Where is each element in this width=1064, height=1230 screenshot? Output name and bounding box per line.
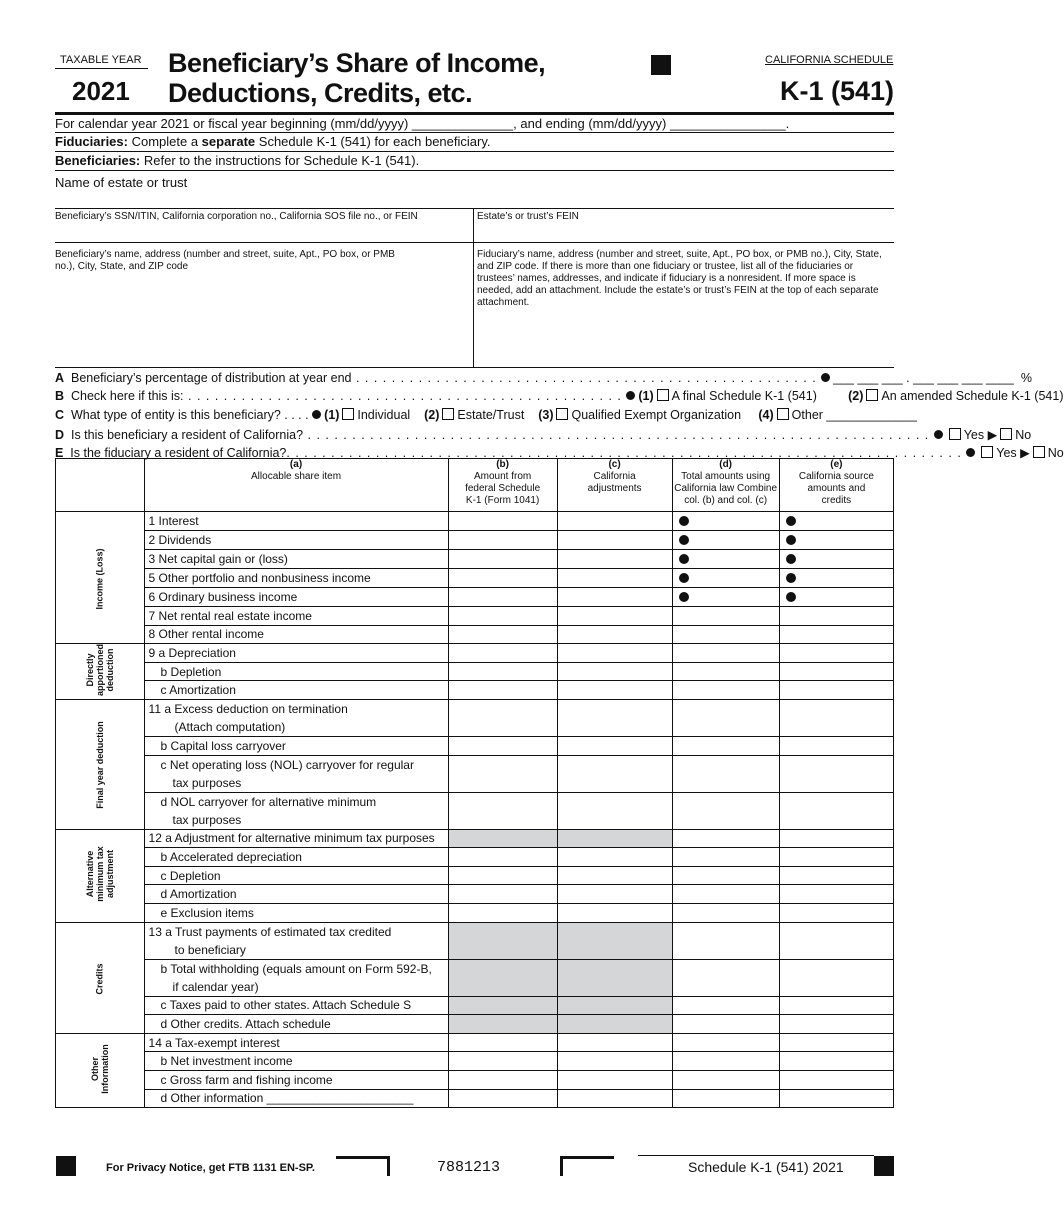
line-11b: b Capital loss carryover — [144, 736, 448, 755]
line-2: 2 Dividends — [144, 531, 448, 550]
fiduciary-resident-no[interactable] — [1033, 446, 1045, 458]
estate-name-label: Name of estate or trust — [55, 175, 188, 190]
estate-trust-checkbox[interactable] — [442, 408, 454, 420]
privacy-notice: For Privacy Notice, get FTB 1131 EN-SP. — [106, 1162, 315, 1174]
form-code: 7881213 — [437, 1159, 501, 1176]
line-12e: e Exclusion items — [144, 903, 448, 922]
taxable-year-label: TAXABLE YEAR — [60, 54, 142, 66]
line-12c: c Depletion — [144, 866, 448, 885]
fiduciary-name-label: Fiduciary’s name, address (number and street, suite, Apt., PO box, or PMB no.), City, State, and ZIP code. If there is more than one fiduciary or trustee, list all of the fiduciaries or trustees’ names, addresses, and indicate if fiduciary is a nonresident. If more space is needed, add an attachment. Include the estate’s or trust’s FEIN at the top of each separate attachment. — [477, 249, 882, 308]
line-8: 8 Other rental income — [144, 625, 448, 644]
col-d-header: (d) Total amounts using California law Combine col. (b) and col. (c) — [672, 459, 779, 512]
line-13d: d Other credits. Attach schedule — [144, 1015, 448, 1034]
footer-mark-right — [874, 1156, 894, 1176]
section-directly: Directly apportioned deduction — [56, 644, 145, 700]
line-12a: 12 a Adjustment for alternative minimum tax purposes — [144, 829, 448, 848]
line-9a: 9 a Depreciation — [144, 644, 448, 663]
tax-year: 2021 — [72, 76, 130, 106]
line-5: 5 Other portfolio and nonbusiness income — [144, 569, 448, 588]
line-14b: b Net investment income — [144, 1052, 448, 1071]
line-7: 7 Net rental real estate income — [144, 607, 448, 626]
line-12d: d Amortization — [144, 885, 448, 904]
section-final: Final year deduction — [56, 699, 145, 829]
col-a-header: (a) Allocable share item — [144, 459, 448, 512]
individual-checkbox[interactable] — [342, 408, 354, 420]
question-a: A Beneficiary’s percentage of distribution at year end . . . . . . . . . . . . . . . . . . . . . . . . . . . . . . . . . . . . . . . . . . . . . . . . . . . . ___ ___ ___ . ___ ___ ___ ____ % — [55, 371, 1032, 385]
form-id: K-1 (541) — [780, 76, 895, 106]
schedule-label: CALIFORNIA SCHEDULE — [765, 54, 894, 66]
line-11a: 11 a Excess deduction on termination (Attach computation) — [144, 699, 448, 736]
col-b-header: (b) Amount from federal Schedule K-1 (Form 1041) — [448, 459, 557, 512]
question-b: B Check here if this is: . . . . . . . . . . . . . . . . . . . . . . . . . . . . . . . . . . . . . . . . . . . . . . . . . (1) A final Schedule K-1 (541) (2) An amended Schedule K-1 (541) — [55, 389, 1064, 403]
section-amt: Alternative minimum tax adjustment — [56, 829, 145, 922]
qualified-exempt-checkbox[interactable] — [556, 408, 568, 420]
line-12b: b Accelerated depreciation — [144, 848, 448, 867]
amended-k1-checkbox[interactable] — [866, 389, 878, 401]
section-other: Other Information — [56, 1033, 145, 1107]
beneficiary-name-label: Beneficiary’s name, address (number and street, suite, Apt., PO box, or PMB no.), City, State, and ZIP code — [55, 249, 395, 272]
ssn-label: Beneficiary’s SSN/ITIN, California corporation no., California SOS file no., or FEIN — [55, 211, 418, 222]
footer-mark-left — [56, 1156, 76, 1176]
allocable-share-table — [55, 458, 894, 1108]
footer-form-year: Schedule K-1 (541) 2021 — [688, 1159, 844, 1175]
beneficiary-resident-no[interactable] — [1000, 428, 1012, 440]
beneficiary-resident-yes[interactable] — [949, 428, 961, 440]
fiduciaries-note: Fiduciaries: Complete a separate Schedule K-1 (541) for each beneficiary. — [55, 134, 491, 149]
col-e-header: (e) California source amounts and credits — [779, 459, 893, 512]
line-13a: 13 a Trust payments of estimated tax credited to beneficiary — [144, 922, 448, 959]
beneficiaries-note: Beneficiaries: Refer to the instructions for Schedule K-1 (541). — [55, 153, 420, 168]
line-14c: c Gross farm and fishing income — [144, 1070, 448, 1089]
line-13c: c Taxes paid to other states. Attach Schedule S — [144, 996, 448, 1015]
form-title: Beneficiary’s Share of Income, Deductions, Credits, etc. — [168, 48, 546, 108]
line-13b: b Total withholding (equals amount on Form 592-B, if calendar year) — [144, 959, 448, 996]
line-6: 6 Ordinary business income — [144, 588, 448, 607]
line-11d: d NOL carryover for alternative minimum tax purposes — [144, 792, 448, 829]
blank-header — [56, 459, 145, 512]
final-k1-checkbox[interactable] — [657, 389, 669, 401]
section-income: Income (Loss) — [56, 512, 145, 644]
line-14a: 14 a Tax-exempt interest — [144, 1033, 448, 1052]
registration-mark — [651, 55, 671, 75]
fiduciary-resident-yes[interactable] — [981, 446, 993, 458]
question-d: D Is this beneficiary a resident of California? . . . . . . . . . . . . . . . . . . . . . . . . . . . . . . . . . . . . . . . . . . . . . . . . . . . . . . . . . . . . . . . . . . . . . . Yes ▶ No — [55, 428, 1032, 442]
line-9b: b Depletion — [144, 662, 448, 681]
line-3: 3 Net capital gain or (loss) — [144, 550, 448, 569]
other-entity-checkbox[interactable] — [777, 408, 789, 420]
section-credits: Credits — [56, 922, 145, 1033]
fein-label: Estate’s or trust’s FEIN — [477, 211, 579, 222]
line-9c: c Amortization — [144, 681, 448, 700]
question-c: C What type of entity is this beneficiary? . . . . (1) Individual (2) Estate/Trust (3) Qualified Exempt Organization (4) Other _____________ — [55, 408, 917, 422]
question-e: E Is the fiduciary a resident of California?. . . . . . . . . . . . . . . . . . . . . . . . . . . . . . . . . . . . . . . . . . . . . . . . . . . . . . . . . . . . . . . . . . . . . . . . . . . . Yes ▶ No — [55, 446, 1064, 460]
line-1: 1 Interest — [144, 512, 448, 531]
line-11c: c Net operating loss (NOL) carryover for regular tax purposes — [144, 755, 448, 792]
col-c-header: (c) California adjustments — [557, 459, 672, 512]
line-14d: d Other information ______________________ — [144, 1089, 448, 1108]
calendar-year-line: For calendar year 2021 or fiscal year beginning (mm/dd/yyyy) ______________, and ending (mm/dd/yyyy) ________________. — [55, 116, 790, 131]
